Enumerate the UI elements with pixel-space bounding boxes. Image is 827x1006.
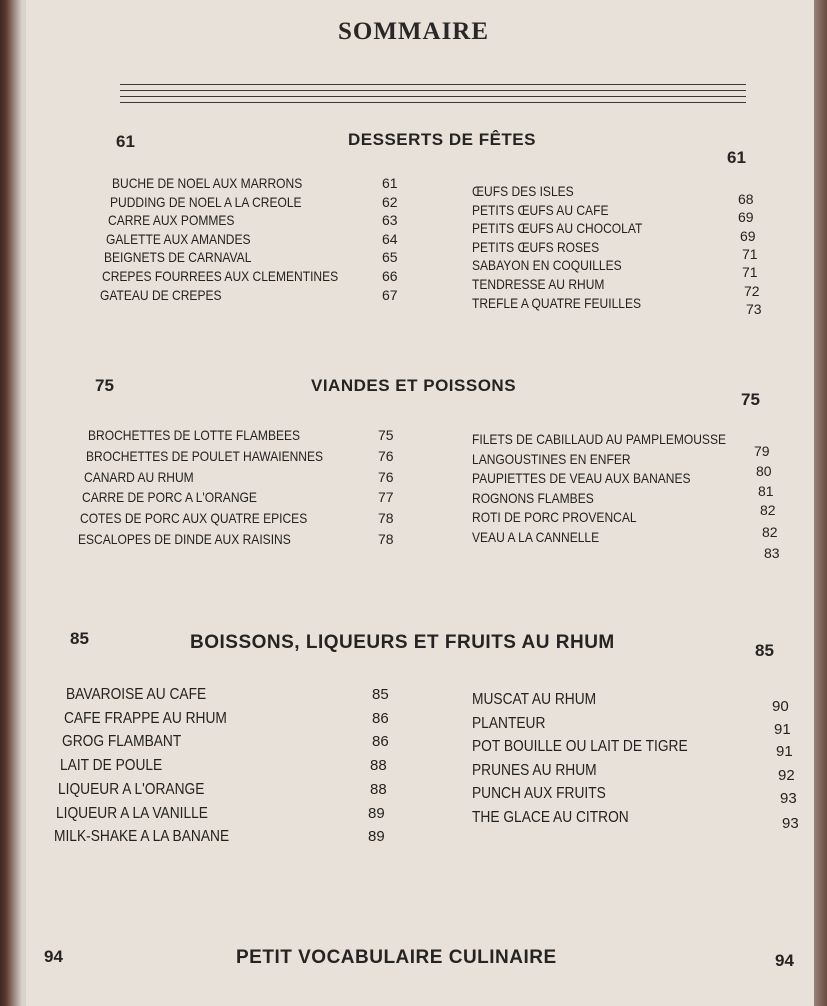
- toc-entry-page: 88: [370, 781, 387, 798]
- toc-entry-title: ROGNONS FLAMBES: [472, 490, 594, 506]
- toc-entry-page: 91: [776, 743, 793, 760]
- toc-entry-title: LAIT DE POULE: [60, 757, 163, 774]
- toc-entry-title: SABAYON EN COQUILLES: [472, 257, 622, 273]
- toc-entry-page: 85: [372, 686, 389, 703]
- toc-entry-title: ŒUFS DES ISLES: [472, 183, 574, 199]
- toc-entry-title: CARRE AUX POMMES: [108, 212, 235, 228]
- toc-entry-title: PUNCH AUX FRUITS: [472, 785, 606, 802]
- toc-entry-title: GALETTE AUX AMANDES: [106, 231, 251, 247]
- toc-entry-page: 88: [370, 757, 387, 774]
- section-title: DESSERTS DE FÊTES: [348, 130, 536, 149]
- toc-entry-title: BROCHETTES DE POULET HAWAIENNES: [86, 448, 324, 464]
- toc-entry-page: 65: [382, 249, 398, 265]
- toc-entry-title: CANARD AU RHUM: [84, 469, 194, 485]
- section-end-page: 61: [727, 148, 746, 167]
- toc-entry-title: MILK-SHAKE A LA BANANE: [54, 828, 230, 845]
- toc-entry-title: GROG FLAMBANT: [62, 733, 182, 750]
- toc-entry-page: 64: [382, 231, 398, 247]
- section-end-page: 75: [741, 390, 760, 409]
- toc-entry-page: 90: [772, 698, 789, 715]
- toc-entry-title: COTES DE PORC AUX QUATRE EPICES: [80, 510, 308, 526]
- toc-entry-page: 81: [758, 483, 774, 499]
- toc-entry-title: FILETS DE CABILLAUD AU PAMPLEMOUSSE: [472, 431, 727, 447]
- toc-entry-title: ROTI DE PORC PROVENCAL: [472, 509, 637, 525]
- toc-entry-page: 91: [774, 721, 791, 738]
- toc-entry-page: 82: [762, 524, 778, 540]
- toc-entry-page: 93: [780, 790, 797, 807]
- toc-entry-page: 82: [760, 502, 776, 518]
- toc-entry-title: POT BOUILLE OU LAIT DE TIGRE: [472, 738, 688, 755]
- toc-entry-title: LIQUEUR A LA VANILLE: [56, 805, 208, 822]
- toc-entry-page: 68: [738, 191, 754, 207]
- toc-entry-page: 63: [382, 212, 398, 228]
- toc-entry-title: CREPES FOURREES AUX CLEMENTINES: [102, 268, 339, 284]
- toc-entry-title: PETITS ŒUFS ROSES: [472, 239, 600, 255]
- section-title: VIANDES ET POISSONS: [311, 376, 517, 395]
- section-start-page: 75: [95, 376, 114, 395]
- page-title: SOMMAIRE: [337, 18, 490, 45]
- toc-entry-title: TENDRESSE AU RHUM: [472, 276, 605, 292]
- toc-entry-title: LIQUEUR A L'ORANGE: [58, 781, 205, 798]
- title-rule: [120, 96, 746, 97]
- section-start-page: 61: [116, 132, 135, 151]
- section-start-page: 94: [44, 947, 63, 966]
- toc-entry-title: PETITS ŒUFS AU CAFE: [472, 202, 609, 218]
- toc-entry-page: 89: [368, 805, 385, 822]
- toc-entry-page: 67: [382, 287, 398, 303]
- toc-entry-page: 71: [742, 246, 758, 262]
- toc-entry-title: PRUNES AU RHUM: [472, 762, 597, 779]
- toc-entry-page: 77: [378, 489, 394, 505]
- section-title: PETIT VOCABULAIRE CULINAIRE: [236, 947, 557, 968]
- toc-entry-title: BEIGNETS DE CARNAVAL: [104, 249, 252, 265]
- toc-entry-page: 69: [740, 228, 756, 244]
- toc-entry-page: 79: [754, 443, 770, 459]
- toc-entry-page: 72: [744, 283, 760, 299]
- toc-entry-title: LANGOUSTINES EN ENFER: [472, 451, 631, 467]
- toc-entry-title: TREFLE A QUATRE FEUILLES: [472, 295, 642, 311]
- toc-entry-title: PETITS ŒUFS AU CHOCOLAT: [472, 220, 643, 236]
- toc-entry-title: CAFE FRAPPE AU RHUM: [64, 710, 227, 727]
- toc-entry-page: 89: [368, 828, 385, 845]
- section-end-page: 94: [775, 951, 794, 970]
- toc-entry-page: 75: [378, 427, 394, 443]
- toc-entry-title: PAUPIETTES DE VEAU AUX BANANES: [472, 470, 691, 486]
- toc-entry-page: 66: [382, 268, 398, 284]
- toc-entry-page: 71: [742, 264, 758, 280]
- section-start-page: 85: [70, 629, 89, 648]
- toc-entry-title: BAVAROISE AU CAFE: [66, 686, 207, 703]
- section-title: BOISSONS, LIQUEURS ET FRUITS AU RHUM: [190, 632, 615, 653]
- toc-entry-title: BUCHE DE NOEL AUX MARRONS: [112, 175, 303, 191]
- toc-entry-title: ESCALOPES DE DINDE AUX RAISINS: [78, 531, 291, 547]
- toc-entry-page: 92: [778, 767, 795, 784]
- toc-entry-page: 78: [378, 510, 394, 526]
- toc-entry-page: 76: [378, 469, 394, 485]
- title-rule: [120, 102, 746, 103]
- toc-entry-page: 86: [372, 733, 389, 750]
- toc-entry-page: 76: [378, 448, 394, 464]
- toc-entry-page: 93: [782, 815, 799, 832]
- title-rule: [120, 90, 746, 91]
- toc-entry-page: 86: [372, 710, 389, 727]
- toc-entry-page: 61: [382, 175, 398, 191]
- toc-entry-page: 73: [746, 301, 762, 317]
- title-rule: [120, 84, 746, 85]
- toc-entry-page: 78: [378, 531, 394, 547]
- toc-entry-title: VEAU A LA CANNELLE: [472, 529, 600, 545]
- section-end-page: 85: [755, 641, 774, 660]
- toc-entry-title: BROCHETTES DE LOTTE FLAMBEES: [88, 427, 301, 443]
- toc-entry-page: 83: [764, 545, 780, 561]
- toc-entry-title: GATEAU DE CREPES: [100, 287, 222, 303]
- toc-entry-title: CARRE DE PORC A L'ORANGE: [82, 489, 257, 505]
- toc-entry-page: 69: [738, 209, 754, 225]
- toc-entry-title: MUSCAT AU RHUM: [472, 691, 597, 708]
- toc-entry-title: PUDDING DE NOEL A LA CREOLE: [110, 194, 302, 210]
- toc-entry-page: 80: [756, 463, 772, 479]
- toc-entry-page: 62: [382, 194, 398, 210]
- toc-entry-title: THE GLACE AU CITRON: [472, 809, 629, 826]
- toc-entry-title: PLANTEUR: [472, 715, 546, 732]
